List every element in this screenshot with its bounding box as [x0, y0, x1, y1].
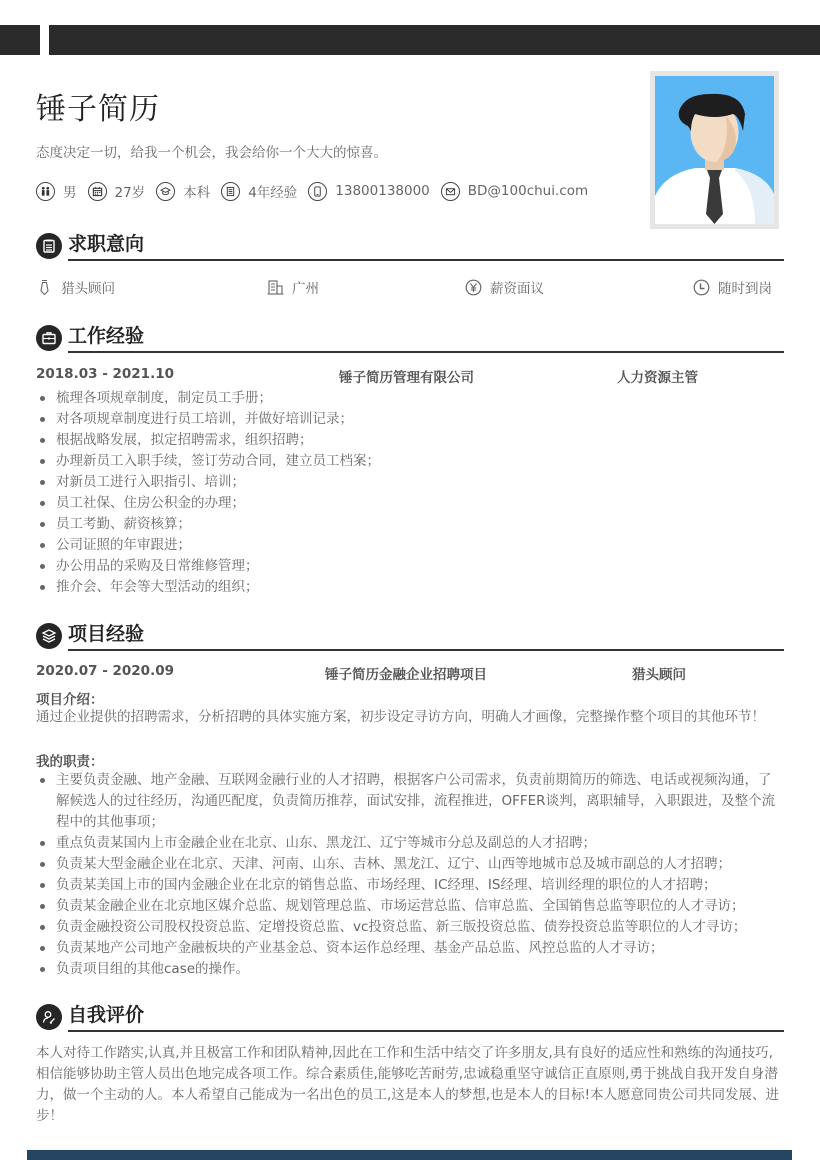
section-title-intent: 求职意向 — [68, 233, 145, 255]
section-divider — [68, 1030, 784, 1032]
section-title-self-eval: 自我评价 — [68, 1004, 145, 1026]
work-period: 2018.03 - 2021.10 — [36, 366, 174, 382]
list-item: 员工考勤、薪资核算； — [36, 514, 380, 535]
calendar-icon — [88, 182, 107, 201]
project-role: 猎头顾问 — [632, 667, 686, 683]
section-divider — [68, 259, 784, 261]
intent-salary-value: 薪资面议 — [490, 281, 544, 297]
experience-icon — [221, 182, 240, 201]
list-item: 负责某美国上市的国内金融企业在北京的销售总监、市场经理、IC经理、IS经理、培训经理的职位的人才招聘； — [36, 875, 784, 896]
project-entry-header — [36, 663, 784, 681]
briefcase-icon — [36, 325, 62, 351]
list-item: 梳理各项规章制度，制定员工手册； — [36, 388, 380, 409]
section-divider — [68, 649, 784, 651]
section-title-projects: 项目经验 — [68, 623, 145, 645]
work-entry-header — [36, 366, 784, 384]
tie-icon — [36, 279, 53, 296]
intent-availability — [693, 277, 772, 297]
info-phone-value[interactable]: 13800138000 — [335, 183, 430, 199]
list-item: 推介会、年会等大型活动的组织； — [36, 577, 380, 598]
header-bar-left — [0, 25, 40, 55]
list-item: 负责某金融企业在北京地区媒介总监、规划管理总监、市场运营总监、信审总监、全国销售总监等职位的人才寻访； — [36, 896, 784, 917]
info-age — [88, 181, 146, 201]
section-title-work: 工作经验 — [68, 325, 145, 347]
list-item: 对新员工进行入职指引、培训； — [36, 472, 380, 493]
info-gender-value: 男 — [63, 185, 77, 201]
project-name: 锤子简历金融企业招聘项目 — [325, 667, 487, 683]
info-email-value[interactable]: BD@100chui.com — [467, 183, 589, 199]
section-header-intent — [36, 231, 784, 261]
list-item: 公司证照的年审跟进； — [36, 535, 380, 556]
profile-photo — [650, 71, 779, 229]
info-email — [441, 182, 588, 201]
list-item: 员工社保、住房公积金的办理； — [36, 493, 380, 514]
footer-bar — [27, 1150, 792, 1160]
list-item: 主要负责金融、地产金融、互联网金融行业的人才招聘，根据客户公司需求，负责前期简历的筛选、电话或视频沟通，了解候选人的过往经历，沟通匹配度，负责简历推荐，面试安排，流程推进，OFFER谈判，离职辅导，入职跟进，及整个流程中的其他事项； — [36, 770, 784, 833]
project-intro-label: 项目介绍： — [36, 692, 104, 708]
avatar-illustration — [655, 76, 774, 224]
yen-icon — [465, 279, 482, 296]
intent-city-value: 广州 — [292, 281, 319, 297]
project-period: 2020.07 - 2020.09 — [36, 663, 174, 679]
info-education-value: 本科 — [183, 185, 211, 201]
info-age-value: 27岁 — [114, 185, 146, 201]
list-item: 根据战略发展，拟定招聘需求，组织招聘； — [36, 430, 380, 451]
project-duties-label: 我的职责： — [36, 754, 104, 770]
personal-info-row — [36, 181, 599, 201]
list-item: 办公用品的采购及日常维修管理； — [36, 556, 380, 577]
work-position: 人力资源主管 — [617, 370, 698, 386]
gender-icon — [36, 182, 55, 201]
info-phone — [308, 182, 429, 201]
resume-motto: 态度决定一切，给我一个机会，我会给你一个大大的惊喜。 — [36, 145, 387, 161]
section-header-work — [36, 323, 784, 353]
project-duties-list — [36, 770, 784, 980]
intent-position-value: 猎头顾问 — [61, 281, 115, 297]
section-header-projects — [36, 621, 784, 651]
intent-city — [267, 277, 319, 297]
work-company: 锤子简历管理有限公司 — [339, 370, 474, 386]
info-experience-value: 4年经验 — [248, 185, 298, 201]
clock-icon — [693, 279, 710, 296]
self-eval-text: 本人对待工作踏实,认真,并且极富工作和团队精神,因此在工作和生活中结交了许多朋友,具有良好的适应性和熟练的沟通技巧,相信能够协助主管人员出色地完成各项工作。综合素质佳,能够吃苦耐劳,忠诚稳重坚守诚信正直原则,勇于挑战自我开发自身潜力，做一个主动的人。本人希望自己能成为一名出色的员工,这是本人的梦想,也是本人的目标!本人愿意同贵公司共同发展、进步！ — [36, 1045, 779, 1124]
list-item: 负责某大型金融企业在北京、天津、河南、山东、吉林、黑龙江、辽宁、山西等地城市总及城市副总的人才招聘； — [36, 854, 784, 875]
education-icon — [156, 182, 175, 201]
list-item: 负责某地产公司地产金融板块的产业基金总、资本运作总经理、基金产品总监、风控总监的人才寻访； — [36, 938, 784, 959]
work-duties-list — [36, 388, 380, 598]
building-icon — [267, 279, 284, 296]
layers-icon — [36, 623, 62, 649]
list-item: 办理新员工入职手续，签订劳动合同，建立员工档案； — [36, 451, 380, 472]
section-header-self-eval — [36, 1002, 784, 1032]
list-item: 重点负责某国内上市金融企业在北京、山东、黑龙江、辽宁等城市分总及副总的人才招聘； — [36, 833, 784, 854]
list-item: 对各项规章制度进行员工培训，并做好培训记录； — [36, 409, 380, 430]
resume-name: 锤子简历 — [36, 92, 160, 127]
list-item: 负责金融投资公司股权投资总监、定增投资总监、vc投资总监、新三版投资总监、债券投资总监等职位的人才寻访； — [36, 917, 784, 938]
intent-position — [36, 277, 115, 297]
intent-availability-value: 随时到岗 — [718, 281, 772, 297]
clipboard-icon — [36, 233, 62, 259]
phone-icon — [308, 182, 327, 201]
intent-salary — [465, 277, 544, 297]
email-icon — [441, 182, 460, 201]
info-experience — [221, 181, 297, 201]
info-education — [156, 181, 210, 201]
project-intro-text: 通过企业提供的招聘需求，分析招聘的具体实施方案，初步设定寻访方向，明确人才画像，完整操作整个项目的其他环节！ — [36, 709, 765, 725]
header-bar-right — [49, 25, 820, 55]
section-divider — [68, 351, 784, 353]
user-edit-icon — [36, 1004, 62, 1030]
intent-row — [36, 277, 784, 297]
list-item: 负责项目组的其他case的操作。 — [36, 959, 784, 980]
info-gender — [36, 181, 77, 201]
